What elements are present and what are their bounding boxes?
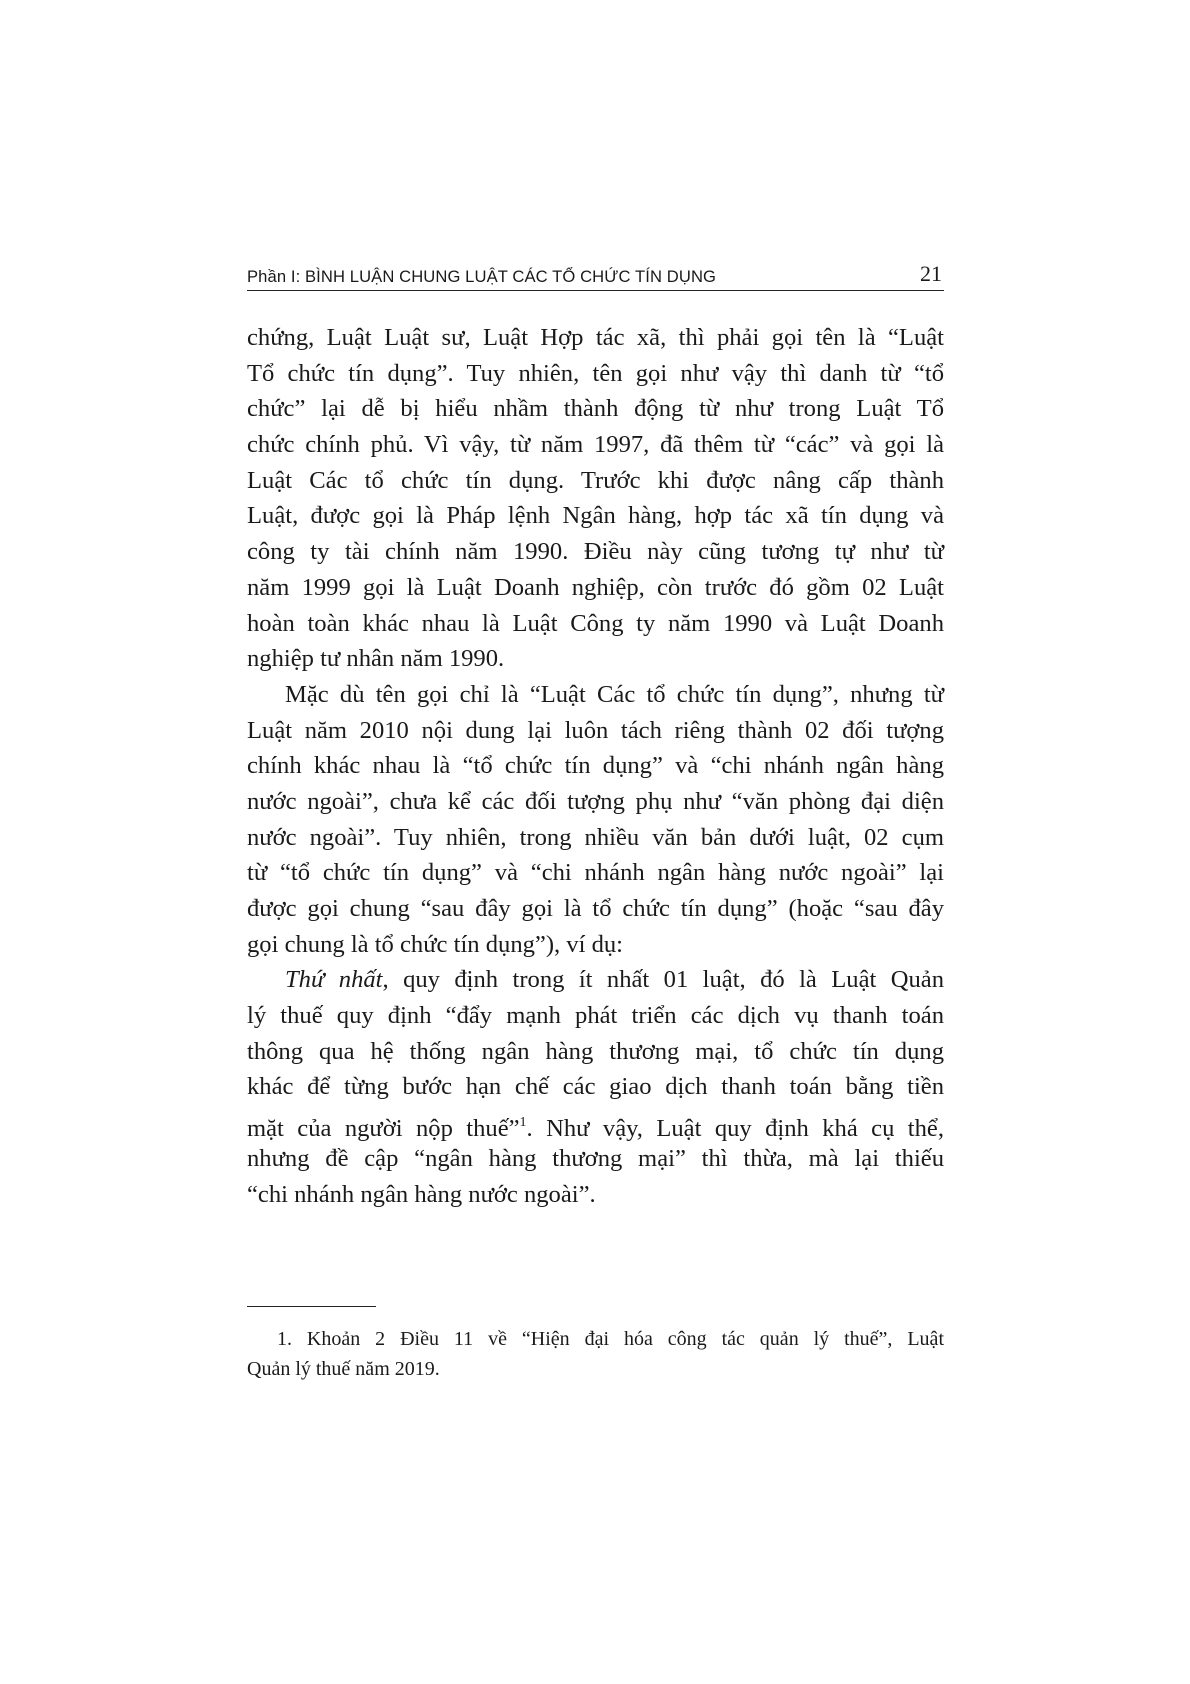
text-segment: hoàn toàn khác nhau là Luật Công ty năm 1990 và Luật Doanh: [247, 609, 944, 637]
text-line: [247, 1141, 944, 1177]
text-segment: chức” lại dễ bị hiểu nhầm thành động từ như trong Luật Tổ: [247, 395, 944, 423]
text-segment: “chi nhánh ngân hàng nước ngoài”.: [247, 1180, 596, 1208]
text-segment: nhưng đề cập “ngân hàng thương mại” thì thừa, mà lại thiếu: [247, 1144, 944, 1172]
footnote-divider: [247, 1306, 376, 1307]
text-segment: chính khác nhau là “tổ chức tín dụng” và “chi nhánh ngân hàng: [247, 752, 944, 780]
text-line: [247, 784, 944, 820]
text-segment: Tổ chức tín dụng”. Tuy nhiên, tên gọi như vậy thì danh từ “tổ: [247, 359, 944, 387]
text-segment: . Như vậy, Luật quy định khá cụ thể,: [526, 1115, 944, 1143]
text-segment: nước ngoài”, chưa kể các đối tượng phụ như “văn phòng đại diện: [247, 787, 944, 815]
text-line: [247, 463, 944, 499]
text-line: [247, 534, 944, 570]
text-segment: chức chính phủ. Vì vậy, từ năm 1997, đã thêm từ “các” và gọi là: [247, 431, 944, 459]
text-segment: , quy định trong ít nhất 01 luật, đó là Luật Quản: [382, 966, 945, 994]
header-title: Phần I: BÌNH LUẬN CHUNG LUẬT CÁC TỔ CHỨC TÍN DỤNG: [247, 267, 717, 286]
text-line: [247, 391, 944, 427]
text-segment: gọi chung là tổ chức tín dụng”), ví dụ:: [247, 930, 624, 958]
body-text: [247, 320, 944, 1212]
text-line: [247, 748, 944, 784]
text-segment: nghiệp tư nhân năm 1990.: [247, 645, 505, 673]
text-line: [247, 998, 944, 1034]
text-segment: mặt của người nộp thuế”: [247, 1115, 520, 1143]
page-number: 21: [920, 261, 942, 286]
text-segment: từ “tổ chức tín dụng” và “chi nhánh ngân hàng nước ngoài” lại: [247, 859, 944, 887]
emphasis-text: Thứ nhất: [285, 966, 383, 994]
text-line: [247, 641, 944, 677]
text-line: [247, 855, 944, 891]
running-header: [247, 262, 944, 291]
footnote-reference: 1: [519, 1115, 527, 1131]
text-line: [247, 427, 944, 463]
text-segment: lý thuế quy định “đẩy mạnh phát triển các dịch vụ thanh toán: [247, 1002, 944, 1030]
text-line: [247, 570, 944, 606]
text-segment: Mặc dù tên gọi chỉ là “Luật Các tổ chức tín dụng”, nhưng từ: [285, 680, 944, 708]
footnote-line: Quản lý thuế năm 2019.: [247, 1358, 440, 1380]
text-line: [247, 1034, 944, 1070]
text-line: [247, 927, 944, 963]
text-segment: khác để từng bước hạn chế các giao dịch thanh toán bằng tiền: [247, 1073, 944, 1101]
text-segment: thông qua hệ thống ngân hàng thương mại, tổ chức tín dụng: [247, 1037, 944, 1065]
text-segment: chứng, Luật Luật sư, Luật Hợp tác xã, thì phải gọi tên là “Luật: [247, 324, 944, 351]
text-line: [247, 320, 944, 356]
text-line: [247, 606, 944, 642]
text-segment: năm 1999 gọi là Luật Doanh nghiệp, còn trước đó gồm 02 Luật: [247, 573, 944, 601]
text-line: [247, 820, 944, 856]
text-segment: nước ngoài”. Tuy nhiên, trong nhiều văn bản dưới luật, 02 cụm: [247, 823, 944, 851]
footnote-line: 1. Khoản 2 Điều 11 về “Hiện đại hóa công tác quản lý thuế”, Luật: [277, 1328, 944, 1350]
text-segment: Luật Các tổ chức tín dụng. Trước khi được nâng cấp thành: [247, 466, 944, 494]
text-segment: được gọi chung “sau đây gọi là tổ chức tín dụng” (hoặc “sau đây: [247, 895, 944, 922]
text-segment: Luật năm 2010 nội dung lại luôn tách riêng thành 02 đối tượng: [247, 716, 944, 744]
text-line: [247, 498, 944, 534]
text-segment: công ty tài chính năm 1990. Điều này cũng tương tự như từ: [247, 538, 944, 566]
text-line: [247, 962, 944, 998]
footnote: [247, 1324, 944, 1384]
text-line: [247, 713, 944, 749]
text-line: [247, 356, 944, 392]
text-segment: Luật, được gọi là Pháp lệnh Ngân hàng, hợp tác xã tín dụng và: [247, 502, 944, 530]
text-line: [247, 1177, 944, 1213]
text-line: [247, 891, 944, 927]
text-line: [247, 1069, 944, 1105]
text-line: [247, 677, 944, 713]
text-line: [247, 1105, 944, 1141]
